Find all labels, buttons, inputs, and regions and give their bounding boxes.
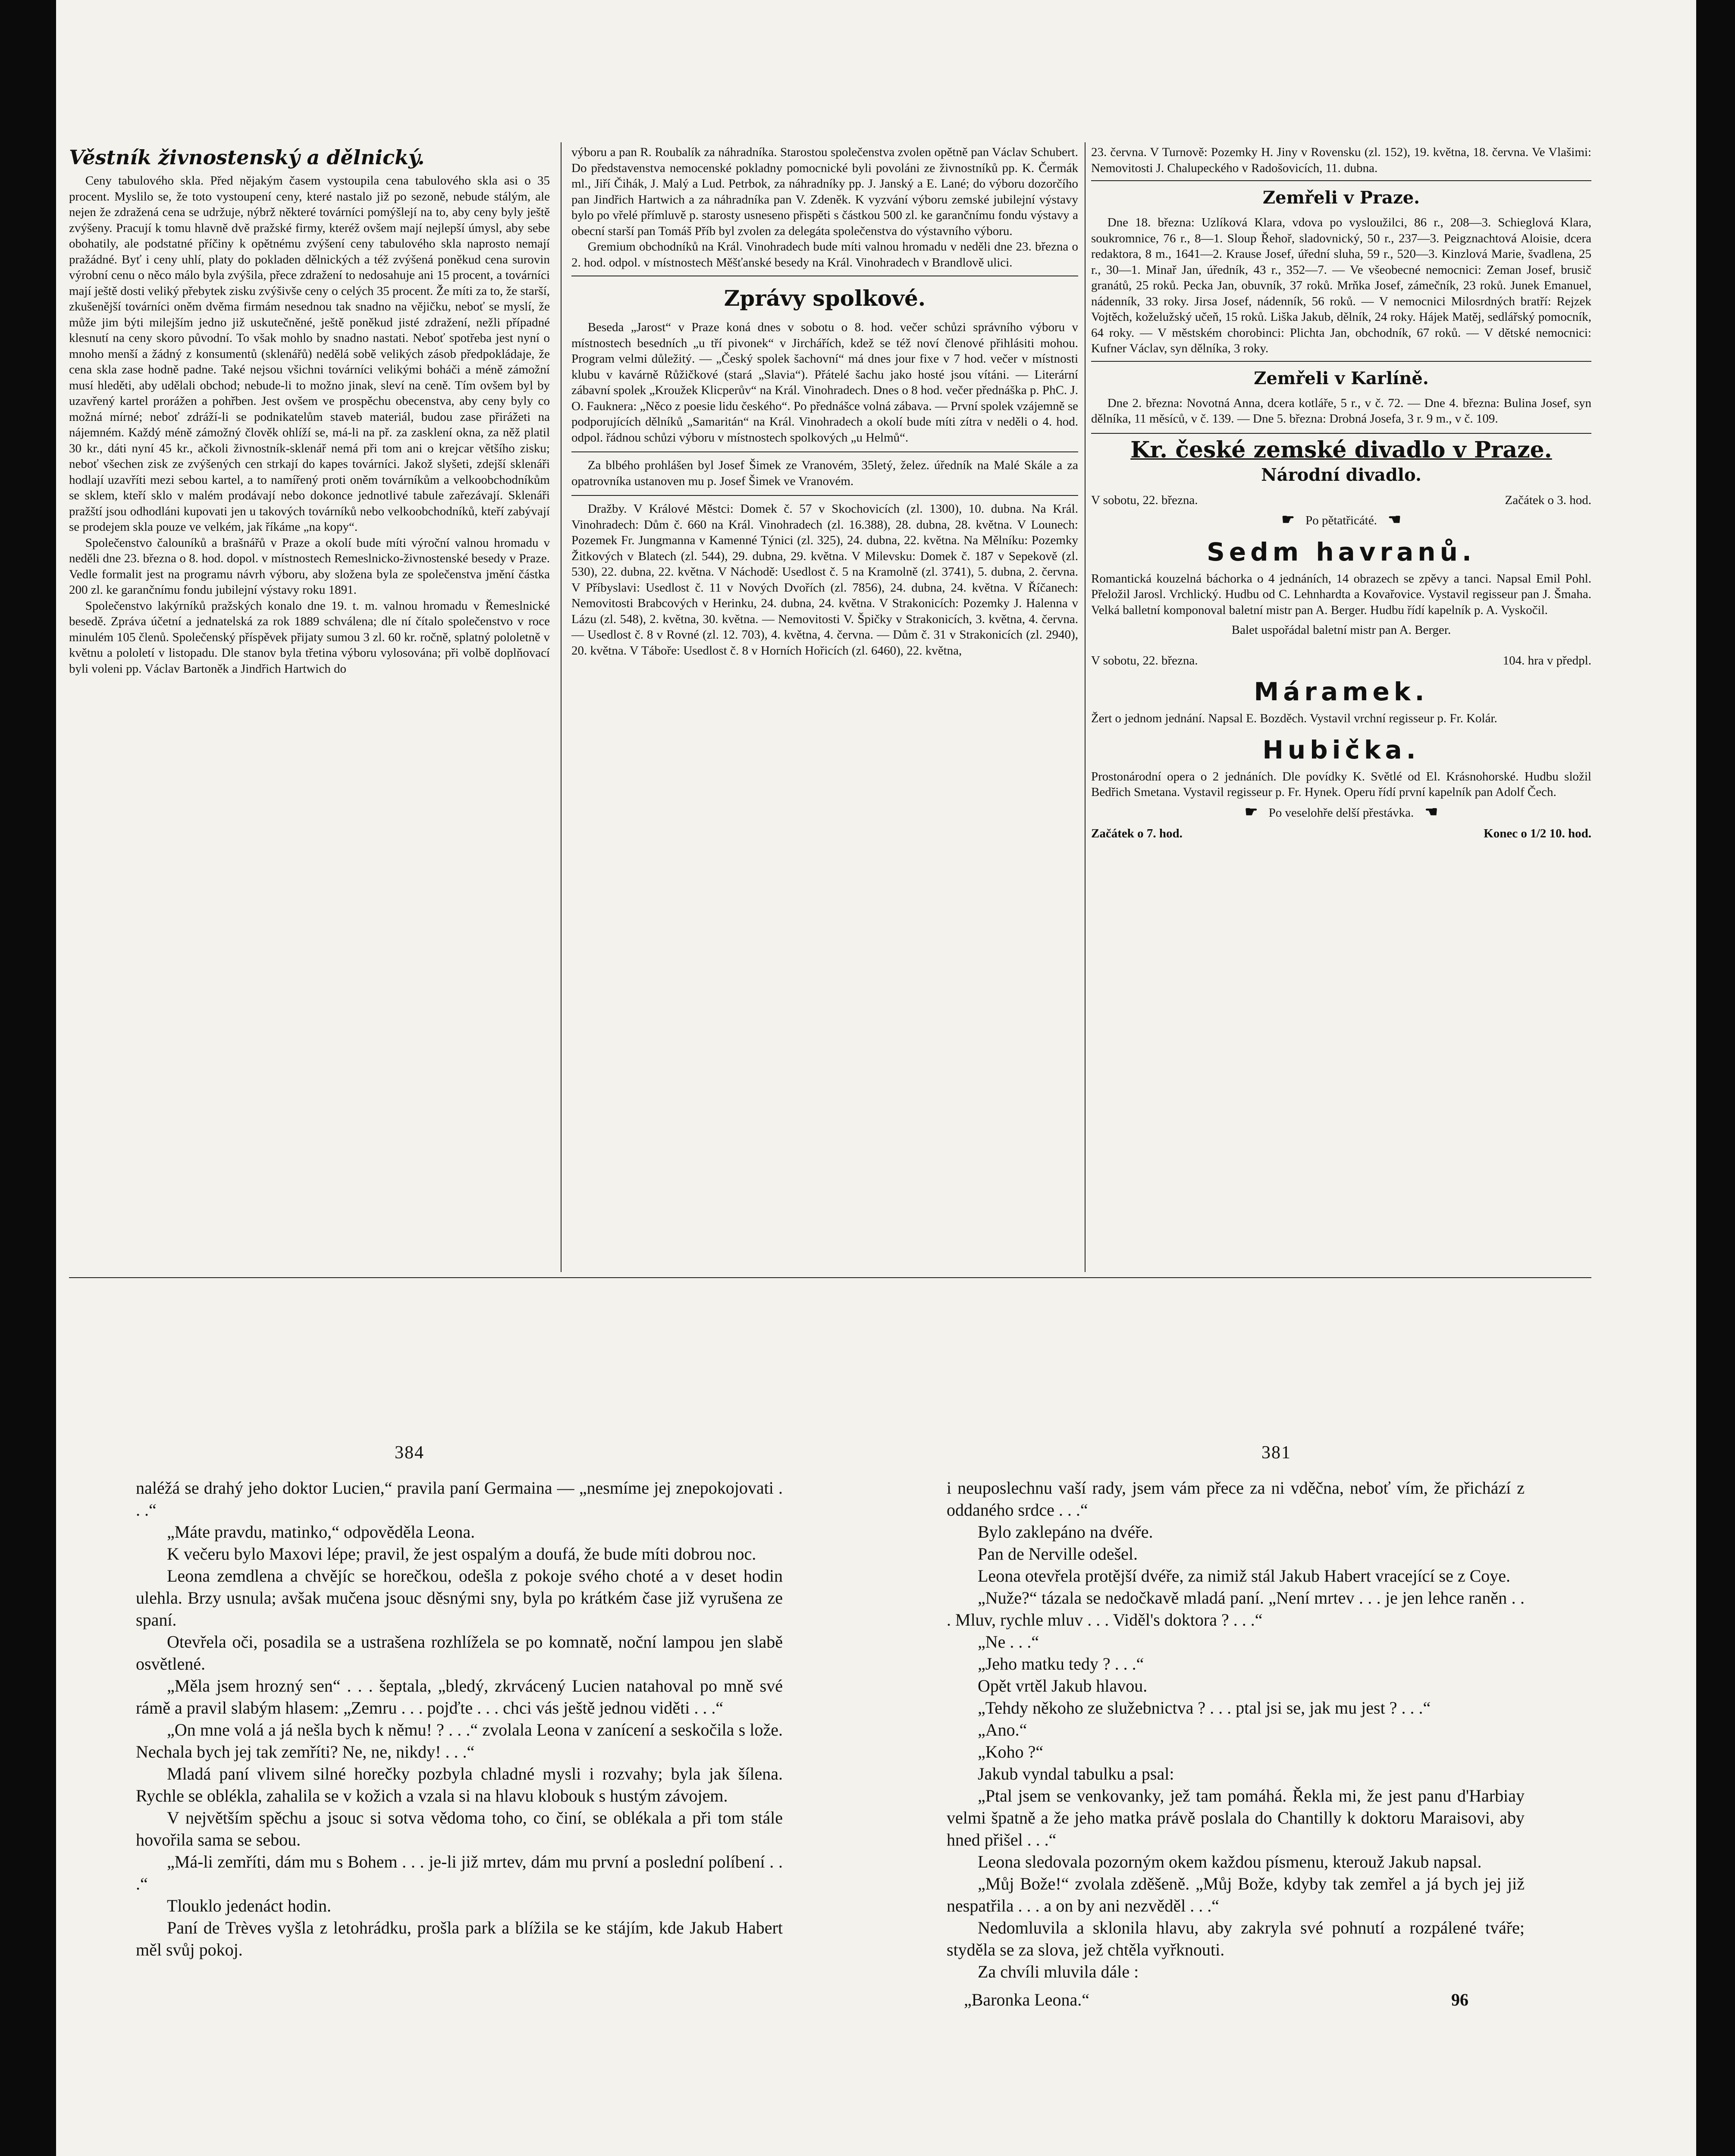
ballet-note: Balet uspořádal baletní mistr pan A. Berger. xyxy=(1231,623,1451,637)
play-description: Romantická kouzelná báchorka o 4 jednáních, 14 obrazech se zpěvy a tanci. Napsal Emil Pohl. Přeložil Jarosl. Vrchlický. Hudbu od C. Lehnhardta a Kovařovice. Vystavil regisseur pan J. Šmaha. Velká balletní komponoval baletní mistr pan A. Berger. Hudbu řídí kapelník p. A. Vyskočil. xyxy=(1091,571,1591,617)
column-trade-news xyxy=(69,144,550,677)
section-heading-associations: Zprávy spolkové. xyxy=(724,285,926,311)
story-paragraph: „Tehdy někoho ze služebnictva ? . . . ptal jsi se, jak mu jest ? . . .“ xyxy=(978,1698,1431,1717)
story-paragraph: Jakub vyndal tabulku a psal: xyxy=(978,1764,1174,1783)
pointing-hand-icon: ☛ xyxy=(1281,512,1295,528)
story-paragraph: Mladá paní vlivem silné horečky pozbyla chladné mysli i rozvahy; byla jak šílena. Rychle se oblékla, zahalila se v kožich a vzala si na hlavu klobouk s hustým závojem. xyxy=(136,1764,783,1805)
story-paragraph: V největším spěchu a jsouc si sotva vědoma toho, co činí, se oblékala a při tom stále hovořila sama se sebou. xyxy=(136,1808,783,1849)
deaths-praha-list: Dne 18. března: Uzlíková Klara, vdova po vysloužilci, 86 r., 208—3. Schieglová Klara, soukromnice, 76 r., 8—1. Sloup Řehoř, sladovnický, 50 r., 237—3. Peigznachtová Aloisie, dcera redaktora, 8 m., 1641—2. Krause Josef, úřední sluha, 59 r., 520—3. Kinzlová Marie, švadlena, 25 r., 30—1. Minař Jan, úředník, 43 r., 352—7. — Ve všeobecné nemocnici: Zeman Josef, brusič granátů, 25 roků. Pecka Jan, obuvník, 37 roků. Mrňka Josef, zámečník, 23 roků. Junek Emanuel, nádenník, 33 roky. Jirsa Josef, nádenník, 56 roků. — V nemocnici Milosrdných bratří: Rejzek Vojtěch, koželužský učeň, 15 roků. Liška Jakub, dělník, 24 roky. Hájek Matěj, sedlářský pomocník, 64 roky. — V městském chorobinci: Plichta Jan, obchodník, 67 roků. — V dětské nemocnici: Kufner Václav, syn dělníka, 3 roky. xyxy=(1091,216,1591,355)
article-associations: Beseda „Jarost“ v Praze koná dnes v sobotu o 8. hod. večer schůzi správního výboru v místnostech besedních „u tří pivonek“ v Jirchářích, kdež se též noví členové přihlásiti mohou. Program velmi důležitý. — „Český spolek šachovní“ má dnes jour fixe v 7 hod. večer v místnosti klubu v kavárně Růžičkové (stará „Slavia“). Přátelé šachu jako hosté jsou vítáni. — Literární zábavní spolek „Kroužek Klicperův“ na Král. Vinohradech. Dnes o 8 hod. večer přednáška p. PhC. J. O. Fauknera: „Něco z poesie lidu českého“. Po přednášce volná zábava. — První spolek vzájemně se podporujících dělníků „Samaritán“ na Král. Vinohradech a okolí bude míti zítra v neděli o 4. hod. odpol. řádnou schůzi výboru v místnostech spolkových „u Helmů“. xyxy=(571,320,1078,445)
story-footer xyxy=(947,1989,1525,2011)
scan-border-left xyxy=(0,0,56,2156)
story-paragraph: „Nuže?“ tázala se nedočkavě mladá paní. „Není mrtev . . . je jen lehce raněn . . . Mluv, rychle mluv . . . Viděl's doktora ? . . .“ xyxy=(947,1588,1525,1630)
play-description: Prostonárodní opera o 2 jednáních. Dle povídky K. Světlé od El. Krásnohorské. Hudbu složil Bedřich Smetana. Vystavil regisseur p. Fr. Hynek. Operu řídí první kapelník pan Adolf Čech. xyxy=(1091,769,1591,799)
column-divider xyxy=(561,142,562,1272)
play-title-hubicka: Hubička. xyxy=(1262,735,1420,765)
section-heading-trade: Věstník živnostenský a dělnický. xyxy=(69,146,425,169)
story-paragraph: Za chvíli mluvila dále : xyxy=(978,1962,1139,1981)
performance-header-2 xyxy=(1091,653,1591,669)
section-heading-deaths-karlin: Zemřeli v Karlíně. xyxy=(1254,368,1429,389)
story-paragraph: „Můj Bože!“ zvolala zděšeně. „Můj Bože, kdyby tak zemřel a já bych jej již nespatřila . . . a on by ani nezvěděl . . .“ xyxy=(947,1874,1525,1915)
story-paragraph: „Má-li zemříti, dám mu s Bohem . . . je-li již mrtev, dám mu první a poslední políbení . . .“ xyxy=(136,1852,783,1893)
theatre-title: Kr. české zemské divadlo v Praze. xyxy=(1130,436,1552,463)
performance-note-1: ☛ Po pětatřicáté. ☚ xyxy=(1281,512,1401,528)
story-paragraph: Tlouklo jedenáct hodin. xyxy=(167,1896,332,1915)
divider xyxy=(1091,180,1591,181)
pointing-hand-icon: ☚ xyxy=(1424,804,1438,820)
story-paragraph: naléžá se drahý jeho doktor Lucien,“ pravila paní Germaina — „nesmíme jej znepokojovati . . .“ xyxy=(136,1478,783,1520)
article-glass-prices: Ceny tabulového skla. Před nějakým časem vystoupila cena tabulového skla asi o 35 procent. Myslilo se, že toto vystoupení ceny, které nastalo již po sezoně, nebude stálým, ale nejen že zdražená cena se udržuje, nýbrž některé továrníci pomýšlejí na to, aby ceny byly ještě zvýšeny. Pracují k tomu hlavně dvě pražské firmy, kteréž ovšem mají nejlepší úmysl, aby sebe obohatily, ale podstatné příčiny k opětnému zvýšení ceny tabulového skla naprosto nemají pražádné. Byť i ceny uhlí, platy do pokladen dělnických a též zvýšená poněkud cena surovin výrobní cenu o něco málo byla zvýšila, přece zdražení to nedosahuje ani 15 procent, a továrníci mají ještě dosti veliký přebytek zisku zvýšivše ceny o celých 35 procent. Že míti za to, že starší, zkušenější továrníci oněm dvěma firmám nesednou tak snadno na vějičku, neboť se myslí, že může jim býti milejším jedno již uskutečněné, ještě poněkud jisté zdražení, nežli případné klesnutí na ceny skoro původní. To však mohlo by snadno nastati. Neboť spotřeba jest nyní o mnoho menší a žádný z konsumentů (sklenářů) nedělá sobě velikých zásob předpokládaje, že cena skla zase hodně padne. Také nejsou všichni továrníci velikými boháči a méně zámožní musí hleděti, aby udělali obchod; nebude-li to možno jinak, sleví na ceně. Tím ovšem byl by uzavřený kartel prorážen a pohřben. Jest ovšem ve prospěchu obecenstva, aby ceny byly co možná mírné; neboť zdráží-li se podnikatelům staveb materiál, budou zase přirážeti na nájemném. Každý méně zámožný člověk ohlíží se, má-li na př. za zasklení okna, za něž platil 30 kr., dáti nyní 45 kr., ačkoli živnostník-sklenář nemá při tom ani o krejcar většího zisku; neboť všechen zisk ze zvýšených cen strkají do kapes továrníci. Jakož slyšeti, zdejší sklenáři hodlají uzavříti mezi sebou kartel, a to namířený proti oněm továrníkům a velkoobchodníkům se sklem, kteří sklo v malém prodávají nebo dokonce jednotlivé tabule zařezávají. Sklenáři pražští jsou odhodláni kupovati jen u takových továrníků nebo velkoobchodníků, kteří zabývají se prodejem skla pouze ve velkém, jak říkáme „na kopy“. xyxy=(69,174,550,534)
story-paragraph: Paní de Trèves vyšla z letohrádku, prošla park a blížila se ke stájím, kde Jakub Habert měl svůj pokoj. xyxy=(136,1918,783,1959)
article-upholsterers: Společenstvo čalouníků a brašnářů v Praze a okolí bude míti výroční valnou hromadu v neděli dne 23. března o 8. hod. dopol. v místnostech Remeslnicko-živnostenské besedy v Praze. Vedle formalit jest na programu návrh výboru, aby složena byla ze společenstva jmění částka 200 zl. ke garančnímu fondu jubilejní výstavy roku 1891. xyxy=(69,536,550,597)
story-paragraph: Nedomluvila a sklonila hlavu, aby zakryla své pohnutí a rozpálené tváře; styděla se za slova, jež chtěla vyřknouti. xyxy=(947,1918,1525,1959)
deaths-karlin-list: Dne 2. března: Novotná Anna, dcera kotláře, 5 r., v č. 72. — Dne 4. března: Bulina Josef, syn dělníka, 11 měsíců, v č. 139. — Dne 5. března: Drobná Josefa, 3 r. 9 m., v č. 109. xyxy=(1091,396,1591,426)
divider xyxy=(571,451,1078,452)
divider xyxy=(1091,361,1591,362)
story-paragraph: Leona sledovala pozorným okem každou písmenu, kterouž Jakub napsal. xyxy=(978,1852,1482,1871)
pointing-hand-icon: ☚ xyxy=(1388,512,1401,528)
performance-date: V sobotu, 22. března. xyxy=(1091,653,1198,667)
divider xyxy=(571,495,1078,496)
column-deaths-theatre xyxy=(1091,144,1591,845)
performance-times xyxy=(1091,826,1591,842)
notice-guardianship: Za blbého prohlášen byl Josef Šimek ze Vranovém, 35letý, želez. úředník na Malé Skále a za opatrovníka ustanoven mu p. Josef Šimek ve Vranovém. xyxy=(571,458,1078,488)
story-paragraph: i neuposlechnu vaší rady, jsem vám přece za ni vděčna, neboť vím, že přichází z oddaného srdce . . .“ xyxy=(947,1478,1525,1520)
story-paragraph: Leona otevřela protější dvéře, za nimiž stál Jakub Habert vracející se z Coye. xyxy=(978,1566,1511,1586)
story-paragraph: Pan de Nerville odešel. xyxy=(978,1544,1138,1564)
story-paragraph: „Ano.“ xyxy=(978,1720,1027,1739)
story-page-right xyxy=(947,1477,1525,2011)
story-paragraph: Otevřela oči, posadila se a ustrašena rozhlížela se po komnatě, noční lampou jen slabě osvětlené. xyxy=(136,1632,783,1673)
story-paragraph: K večeru bylo Maxovi lépe; pravil, že jest ospalým a doufá, že bude míti dobrou noc. xyxy=(167,1544,756,1564)
play-description: Žert o jednom jednání. Napsal E. Bozděch. Vystavil vrchní regisseur p. Fr. Kolár. xyxy=(1091,711,1497,725)
pointing-hand-icon: ☛ xyxy=(1244,804,1258,820)
divider xyxy=(1091,433,1591,434)
story-paragraph: „Máte pravdu, matinko,“ odpověděla Leona. xyxy=(167,1522,475,1542)
performance-note-3: ☛ Po veselohře delší přestávka. ☚ xyxy=(1244,804,1438,820)
story-paragraph: Opět vrtěl Jakub hlavou. xyxy=(978,1676,1148,1695)
story-paragraph: Bylo zaklepáno na dvéře. xyxy=(978,1522,1153,1542)
story-paragraph: Leona zemdlena a chvějíc se horečkou, odešla z pokoje svého choté a v deset hodin ulehla. Brzy usnula; avšak mučena jsouc děsnými sny, byla po krátkém čase již vyrušena ze spaní. xyxy=(136,1566,783,1630)
story-paragraph: „Měla jsem hrozný sen“ . . . šeptala, „bledý, zkrvácený Lucien natahoval po mně své rámě a pravil slabým hlasem: „Zemru . . . pojďte . . . chci vás ještě jednou viděti . . .“ xyxy=(136,1676,783,1717)
article-auctions: Dražby. V Králové Městci: Domek č. 57 v Skochovicích (zl. 1300), 10. dubna. Na Král. Vinohradech: Dům č. 660 na Král. Vinohradech (zl. 16.388), 28. dubna, 28. května. V Lounech: Pozemek Fr. Jungmanna v Kamenné Týnici (zl. 325), 24. dubna, 22. května. Na Mělníku: Pozemky Žitkových v Blatech (zl. 544), 29. dubna, 29. května. V Milevsku: Domek č. 187 v Sepekově (zl. 530), 22. dubna, 22. května. V Náchodě: Usedlost č. 5 na Kramolně (zl. 3741), 5. dubna, 2. června. V Příbyslavi: Usedlost č. 11 v Nových Dvořích (zl. 7856), 24. dubna, 24. května. V Říčanech: Nemovitosti Brabcových v Herinku, 24. dubna, 24. května. V Strakonicích: Pozemky J. Halenna v Lázu (zl. 548), 2. května, 30. května. — Nemovitosti V. Špičky v Strakonicích, 3. května, 4. června. — Usedlost č. 8 v Rovné (zl. 12. 703), 4. května, 4. června. — Dům č. 31 v Strakonicích (zl. 2940), 20. května. V Táboře: Usedlost č. 8 v Horních Hořicích (zl. 6460), 22. května, xyxy=(571,502,1078,658)
page-number-left: 384 xyxy=(395,1443,424,1463)
column-associations xyxy=(571,144,1078,658)
story-paragraph: „On mne volá a já nešla bych k němu! ? . . .“ zvolala Leona v zanícení a seskočila s lože. Nechala bych jej tak zemříti? Ne, ne, nikdy! . . .“ xyxy=(136,1720,783,1761)
theatre-subtitle: Národní divadlo. xyxy=(1261,464,1421,485)
performance-header-1 xyxy=(1091,492,1591,508)
article-gremium: Gremium obchodníků na Král. Vinohradech bude míti valnou hromadu v neděli dne 23. března o 2. hod. odpol. v místnostech Měšťanské besedy na Král. Vinohradech v Brandlově ulici. xyxy=(571,240,1078,270)
page-divider xyxy=(69,1277,1591,1278)
story-footer-number: 96 xyxy=(1451,1990,1468,2009)
story-paragraph: „Koho ?“ xyxy=(978,1742,1044,1761)
story-footer-title: „Baronka Leona.“ xyxy=(964,1990,1089,2009)
page-number-right: 381 xyxy=(1261,1443,1291,1463)
column-divider xyxy=(1085,142,1086,1272)
story-page-left xyxy=(136,1477,783,1961)
performance-date: V sobotu, 22. března. xyxy=(1091,493,1198,507)
performance-start: Začátek o 3. hod. xyxy=(1505,493,1591,507)
story-paragraph: „Ptal jsem se venkovanky, jež tam pomáhá. Řekla mi, že jest panu d'Harbiay velmi špatně a že jeho matka právě poslala do Chantilly k doktoru Maraisovi, aby hned přišel . . .“ xyxy=(947,1786,1525,1849)
subscription-count: 104. hra v předpl. xyxy=(1503,653,1591,667)
play-title-maramek: Máramek. xyxy=(1254,677,1429,706)
performance-end: Konec o 1/2 10. hod. xyxy=(1484,827,1591,840)
section-heading-deaths-praha: Zemřeli v Praze. xyxy=(1262,188,1420,208)
scan-border-right xyxy=(1696,0,1735,2156)
article-auctions-cont: 23. června. V Turnově: Pozemky H. Jiny v Rovensku (zl. 152), 19. května, 18. června. Ve Vlašimi: Nemovitosti J. Chalupeckého v Radošovicích, 11. dubna. xyxy=(1091,145,1591,175)
story-paragraph: „Jeho matku tedy ? . . .“ xyxy=(978,1654,1144,1673)
play-title-seven-ravens: Sedm havranů. xyxy=(1207,537,1476,567)
story-paragraph: „Ne . . .“ xyxy=(978,1632,1039,1651)
article-painters-cont: výboru a pan R. Roubalík za náhradníka. Starostou společenstva zvolen opětně pan Václav Schubert. Do představenstva nemocenské pokladny pomocnické byli povoláni ze živnostníků pp. K. Čermák ml., Jiří Čihák, J. Malý a Lud. Petrbok, za náhradníky pp. J. Janský a E. Lané; do výboru dozorčího pan Jindřich Hartwich a za náhradníka pan V. Zdeněk. K vyzvání výboru zemské jubilejní výstavy bylo po vřelé přímluvě p. starosty usneseno přispěti s částkou 500 zl. ke garančnímu fondu výstavy a obecní starší pan Tomáš Příb byl zvolen za delegáta společenstva do výstavního výboru. xyxy=(571,145,1078,238)
article-painters: Společenstvo lakýrníků pražských konalo dne 19. t. m. valnou hromadu v Řemeslnické besedě. Zpráva účetní a jednatelská za rok 1889 schválena; dle ní čítalo společenstvo v roce minulém 105 členů. Společenský příspěvek přijaty sumou 3 zl. 60 kr. ročně, splatný pololetně v květnu a pololetí v listopadu. Dle stanov byla třetina výboru vylosována; při volbě doplňovací byli voleni pp. Václav Bartoněk a Jindřich Hartwich do xyxy=(69,599,550,676)
performance-start: Začátek o 7. hod. xyxy=(1091,827,1183,840)
